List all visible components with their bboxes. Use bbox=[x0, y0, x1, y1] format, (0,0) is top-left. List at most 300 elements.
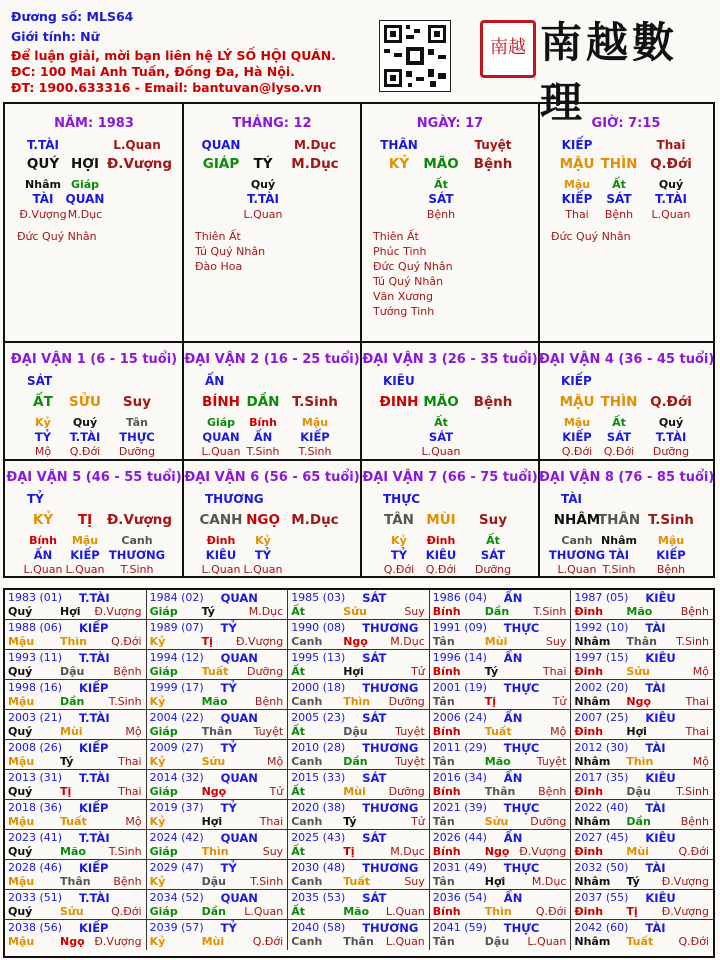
year-branch: Thân bbox=[201, 725, 233, 738]
year-stage: Đ.Vượng bbox=[94, 605, 142, 618]
pillar-title: NĂM: 1983 bbox=[54, 116, 134, 131]
year-branch: Ngọ bbox=[201, 785, 227, 798]
year-god: THƯƠNG bbox=[362, 741, 419, 755]
dai-van-hidden: Mậu bbox=[657, 534, 685, 547]
pillar-top: Thai bbox=[656, 138, 686, 152]
dai-van-stage: Q.Đới bbox=[383, 563, 415, 576]
dai-van-hidden: Kỷ bbox=[255, 534, 271, 547]
year-branch: Thìn bbox=[60, 635, 87, 648]
dai-van-title: ĐẠI VẬN 2 (16 - 25 tuổi) bbox=[184, 352, 360, 367]
year-branch: Tý bbox=[484, 665, 499, 678]
year-stem: Bính bbox=[432, 725, 461, 738]
year-cell bbox=[5, 800, 147, 830]
year-god: THỰC bbox=[503, 801, 540, 815]
dai-van-hidden: Canh bbox=[121, 534, 153, 547]
annual-luck-table bbox=[3, 588, 715, 958]
year-label: 2025 (43) bbox=[291, 831, 346, 844]
year-label: 2029 (47) bbox=[149, 861, 204, 874]
dai-van-main: MÙI bbox=[426, 512, 456, 528]
year-stage: M.Dục bbox=[390, 845, 425, 858]
pillar-main: TÝ bbox=[253, 156, 273, 172]
year-god: KIẾP bbox=[79, 861, 109, 875]
year-cell bbox=[430, 860, 572, 890]
year-god: QUAN bbox=[220, 891, 258, 905]
special-star: Văn Xương bbox=[373, 290, 433, 303]
year-stem: Bính bbox=[432, 665, 461, 678]
year-cell bbox=[5, 860, 147, 890]
address: ĐC: 100 Mai Anh Tuấn, Đống Đa, Hà Nội. bbox=[11, 64, 295, 79]
year-god: QUAN bbox=[220, 771, 258, 785]
year-label: 1997 (15) bbox=[574, 651, 629, 664]
year-stem: Ất bbox=[291, 785, 305, 798]
year-stage: Thai bbox=[685, 725, 709, 738]
year-cell bbox=[571, 650, 713, 680]
year-stem: Mậu bbox=[8, 935, 35, 948]
pillar-grid bbox=[3, 102, 715, 578]
pillar-hidden: Quý bbox=[250, 178, 276, 191]
year-label: 2034 (52) bbox=[149, 891, 204, 904]
pillar-hstage: Thai bbox=[565, 208, 589, 221]
year-label: 2021 (39) bbox=[432, 801, 487, 814]
year-stage: L.Quan bbox=[385, 935, 425, 948]
pillar-main: HỢI bbox=[70, 156, 100, 172]
year-god: TỶ bbox=[220, 921, 237, 935]
dai-van-hidden: Mậu bbox=[563, 416, 591, 429]
year-branch: Dậu bbox=[60, 665, 85, 678]
year-god: QUAN bbox=[220, 591, 258, 605]
dai-van-cell bbox=[539, 460, 713, 578]
pillar-hstage: M.Dục bbox=[67, 208, 103, 221]
year-branch: Hợi bbox=[626, 725, 647, 738]
pillar-top: QUAN bbox=[201, 138, 241, 152]
year-god: SÁT bbox=[362, 711, 387, 725]
year-stage: M.Dục bbox=[248, 605, 284, 618]
year-branch: Tý bbox=[343, 815, 357, 828]
year-stem: Giáp bbox=[149, 845, 178, 858]
year-label: 1983 (01) bbox=[8, 591, 63, 604]
pillar-top: KIẾP bbox=[561, 138, 593, 152]
year-branch: Hợi bbox=[201, 815, 223, 828]
year-branch: Thìn bbox=[201, 845, 229, 858]
pillar-main: Bệnh bbox=[473, 156, 513, 172]
year-stage: Suy bbox=[404, 875, 425, 888]
dai-van-hidden-god: T.TÀI bbox=[655, 430, 687, 444]
year-stage: Thai bbox=[118, 785, 142, 798]
dai-van-main: NGỌ bbox=[246, 512, 280, 528]
year-stage: Dưỡng bbox=[388, 695, 425, 708]
year-branch: Thìn bbox=[343, 695, 371, 708]
year-stage: Mộ bbox=[692, 665, 709, 678]
dai-van-hidden-god: THƯƠNG bbox=[108, 548, 166, 562]
dai-van-stage: T.Sinh bbox=[246, 445, 280, 458]
year-label: 1986 (04) bbox=[432, 591, 487, 604]
year-cell bbox=[571, 920, 713, 950]
dai-van-stage: L.Quan bbox=[23, 563, 63, 576]
year-branch: Dần bbox=[626, 815, 651, 828]
year-cell bbox=[288, 770, 430, 800]
year-stem: Quý bbox=[8, 665, 33, 678]
year-cell bbox=[288, 890, 430, 920]
year-branch: Mão bbox=[484, 755, 511, 768]
year-stem: Bính bbox=[432, 905, 461, 918]
year-label: 2017 (35) bbox=[574, 771, 629, 784]
year-stage: M.Dục bbox=[531, 875, 567, 888]
dai-van-main: TÂN bbox=[384, 512, 414, 528]
year-branch: Thân bbox=[626, 635, 657, 648]
year-god: ẤN bbox=[503, 711, 523, 725]
year-label: 2005 (23) bbox=[291, 711, 346, 724]
year-label: 2039 (57) bbox=[149, 921, 204, 934]
year-label: 2003 (21) bbox=[8, 711, 63, 724]
calligraphy-logo: 南越數理 bbox=[540, 18, 679, 127]
dai-van-hidden-god: QUAN bbox=[202, 430, 240, 444]
year-cell bbox=[5, 770, 147, 800]
year-label: 2030 (48) bbox=[291, 861, 346, 874]
dai-van-hidden: Ất bbox=[612, 416, 626, 429]
year-stem: Giáp bbox=[149, 665, 178, 678]
year-branch: Sửu bbox=[484, 815, 509, 828]
year-stem: Giáp bbox=[149, 605, 178, 618]
year-label: 2018 (36) bbox=[8, 801, 63, 814]
year-label: 2012 (30) bbox=[574, 741, 629, 754]
year-branch: Thân bbox=[484, 785, 516, 798]
year-branch: Ngọ bbox=[60, 935, 85, 948]
year-stem: Canh bbox=[291, 815, 323, 828]
dai-van-title: ĐẠI VẬN 3 (26 - 35 tuổi) bbox=[362, 352, 538, 367]
dai-van-god: THỰC bbox=[383, 492, 421, 506]
pillar-cell bbox=[361, 104, 539, 342]
year-branch: Mão bbox=[60, 845, 86, 858]
dai-van-cell bbox=[183, 342, 361, 460]
pillar-cell bbox=[539, 104, 713, 342]
year-stem: Kỷ bbox=[149, 815, 166, 828]
year-stage: Bệnh bbox=[680, 605, 709, 618]
year-cell bbox=[147, 740, 289, 770]
year-label: 2001 (19) bbox=[432, 681, 487, 694]
year-stage: Bệnh bbox=[113, 875, 142, 888]
year-stem: Ất bbox=[291, 665, 305, 678]
client-code: Đương số: MLS64 bbox=[11, 9, 134, 24]
year-branch: Mão bbox=[343, 905, 370, 918]
year-god: THỰC bbox=[503, 621, 540, 635]
year-branch: Mùi bbox=[343, 785, 366, 798]
year-label: 2038 (56) bbox=[8, 921, 63, 934]
year-god: T.TÀI bbox=[79, 711, 110, 725]
dai-van-hidden-god: KIÊU bbox=[425, 548, 457, 562]
dai-van-title: ĐẠI VẬN 6 (56 - 65 tuổi) bbox=[184, 470, 360, 485]
year-stem: Nhâm bbox=[574, 695, 611, 708]
year-branch: Tị bbox=[484, 695, 497, 708]
year-label: 1991 (09) bbox=[432, 621, 487, 634]
year-label: 2023 (41) bbox=[8, 831, 63, 844]
pillar-main: Đ.Vượng bbox=[107, 156, 173, 172]
year-label: 1989 (07) bbox=[149, 621, 204, 634]
dai-van-stage: Dưỡng bbox=[474, 563, 512, 576]
pillar-hgod: T.TÀI bbox=[655, 192, 687, 206]
year-stem: Mậu bbox=[8, 815, 35, 828]
year-cell bbox=[147, 710, 289, 740]
pillar-title: GIỜ: 7:15 bbox=[591, 116, 661, 131]
year-stem: Kỷ bbox=[149, 695, 166, 708]
year-cell bbox=[288, 800, 430, 830]
year-stem: Quý bbox=[8, 605, 33, 618]
year-god: SÁT bbox=[362, 831, 387, 845]
year-cell bbox=[147, 890, 289, 920]
year-branch: Mùi bbox=[484, 635, 508, 648]
year-god: THỰC bbox=[503, 861, 540, 875]
year-cell bbox=[430, 800, 572, 830]
year-stem: Quý bbox=[8, 725, 33, 738]
phone-email: ĐT: 1900.633316 - Email: bantuvan@lyso.vn bbox=[11, 80, 322, 95]
year-label: 2041 (59) bbox=[432, 921, 487, 934]
year-label: 2016 (34) bbox=[432, 771, 487, 784]
year-label: 2026 (44) bbox=[432, 831, 487, 844]
pillar-cell bbox=[5, 104, 183, 342]
dai-van-stage: L.Quan bbox=[65, 563, 105, 576]
pillar-hstage: Đ.Vượng bbox=[19, 208, 67, 221]
year-cell bbox=[430, 710, 572, 740]
year-branch: Sửu bbox=[60, 905, 84, 918]
dai-van-stage: T.Sinh bbox=[298, 445, 332, 458]
year-stem: Tân bbox=[432, 815, 455, 828]
year-stage: T.Sinh bbox=[108, 695, 142, 708]
year-branch: Dậu bbox=[484, 935, 510, 948]
year-stem: Quý bbox=[8, 845, 33, 858]
dai-van-main: KỶ bbox=[32, 512, 54, 528]
year-branch: Hợi bbox=[343, 665, 364, 678]
dai-van-main: THÌN bbox=[600, 394, 638, 410]
year-stage: Q.Đới bbox=[678, 935, 709, 948]
year-branch: Tuất bbox=[343, 875, 370, 888]
dai-van-hidden: Đinh bbox=[206, 534, 236, 547]
dai-van-hidden-god: SÁT bbox=[480, 548, 506, 562]
year-stem: Đinh bbox=[574, 905, 604, 918]
year-branch: Ngọ bbox=[343, 635, 368, 648]
year-label: 2035 (53) bbox=[291, 891, 346, 904]
year-branch: Tý bbox=[626, 875, 640, 888]
year-stem: Nhâm bbox=[574, 875, 611, 888]
year-god: KIẾP bbox=[79, 741, 109, 755]
year-stage: Q.Đới bbox=[252, 935, 284, 948]
year-god: QUAN bbox=[220, 831, 258, 845]
dai-van-hidden: Quý bbox=[72, 416, 98, 429]
year-god: ẤN bbox=[503, 771, 523, 785]
year-god: KIÊU bbox=[645, 711, 676, 725]
year-stem: Giáp bbox=[149, 905, 178, 918]
year-cell bbox=[571, 770, 713, 800]
dai-van-god: TÀI bbox=[561, 492, 583, 506]
year-stage: Q.Đới bbox=[111, 635, 142, 648]
year-label: 2022 (40) bbox=[574, 801, 629, 814]
year-label: 2040 (58) bbox=[291, 921, 346, 934]
dai-van-hidden-god: ẤN bbox=[253, 430, 273, 444]
year-stage: Bệnh bbox=[113, 665, 142, 678]
dai-van-main: M.Dục bbox=[291, 512, 339, 528]
pillar-hgod: SÁT bbox=[606, 192, 632, 206]
dai-van-hidden-god: TỶ bbox=[390, 548, 408, 562]
year-god: THƯƠNG bbox=[362, 621, 419, 635]
dai-van-hidden: Ất bbox=[486, 534, 500, 547]
year-cell bbox=[430, 920, 572, 950]
dai-van-hidden-god: TỶ bbox=[254, 548, 272, 562]
year-stage: Suy bbox=[262, 845, 284, 858]
year-god: KIẾP bbox=[79, 681, 109, 695]
year-label: 2037 (55) bbox=[574, 891, 629, 904]
year-stem: Đinh bbox=[574, 785, 604, 798]
dai-van-hidden-god: TỶ bbox=[34, 430, 52, 444]
pillar-top: L.Quan bbox=[113, 138, 161, 152]
year-branch: Tị bbox=[201, 635, 213, 648]
year-cell bbox=[147, 590, 289, 620]
year-branch: Sửu bbox=[626, 665, 650, 678]
dai-van-cell bbox=[361, 460, 539, 578]
dai-van-stage: T.Sinh bbox=[120, 563, 154, 576]
year-stem: Nhâm bbox=[574, 815, 611, 828]
pillar-hgod: T.TÀI bbox=[247, 192, 279, 206]
year-cell bbox=[430, 650, 572, 680]
year-label: 2000 (18) bbox=[291, 681, 346, 694]
year-branch: Dậu bbox=[343, 725, 368, 738]
year-branch: Dần bbox=[484, 605, 510, 618]
year-branch: Tị bbox=[343, 845, 355, 858]
year-stem: Giáp bbox=[149, 725, 178, 738]
year-cell bbox=[430, 680, 572, 710]
year-stage: T.Sinh bbox=[108, 845, 142, 858]
year-branch: Thân bbox=[60, 875, 91, 888]
year-stem: Kỷ bbox=[149, 935, 166, 948]
special-star: Tú Quý Nhân bbox=[195, 245, 266, 258]
pillar-hgod: KIẾP bbox=[561, 192, 593, 206]
year-god: SÁT bbox=[362, 651, 387, 665]
pillar-hstage: Bệnh bbox=[426, 208, 456, 221]
dai-van-stage: Mộ bbox=[34, 445, 52, 458]
year-stage: Đ.Vượng bbox=[94, 935, 142, 948]
dai-van-hidden-god: SÁT bbox=[606, 430, 632, 444]
dai-van-stage: Q.Đới bbox=[603, 445, 635, 458]
year-branch: Dần bbox=[343, 755, 368, 768]
year-stage: Mộ bbox=[125, 725, 142, 738]
dai-van-god: SÁT bbox=[27, 374, 53, 388]
year-branch: Dậu bbox=[201, 875, 226, 888]
year-god: KIẾP bbox=[79, 921, 109, 935]
dai-van-main: BÍNH bbox=[202, 394, 240, 410]
year-stage: Đ.Vượng bbox=[661, 905, 709, 918]
special-star: Đức Quý Nhân bbox=[551, 230, 631, 243]
year-cell bbox=[571, 740, 713, 770]
year-label: 2032 (50) bbox=[574, 861, 629, 874]
dai-van-main: Bệnh bbox=[473, 394, 513, 410]
pillar-hidden: Nhâm bbox=[25, 178, 61, 191]
year-label: 1992 (10) bbox=[574, 621, 629, 634]
year-label: 2008 (26) bbox=[8, 741, 63, 754]
year-branch: Mùi bbox=[201, 935, 225, 948]
year-branch: Tý bbox=[201, 605, 215, 618]
year-stem: Tân bbox=[432, 875, 455, 888]
year-cell bbox=[147, 770, 289, 800]
year-cell bbox=[288, 710, 430, 740]
year-god: KIÊU bbox=[645, 831, 676, 845]
year-cell bbox=[288, 740, 430, 770]
special-star: Đức Quý Nhân bbox=[373, 260, 453, 273]
dai-van-hidden-god: THƯƠNG bbox=[548, 548, 606, 562]
year-cell bbox=[5, 920, 147, 950]
year-stage: Đ.Vượng bbox=[235, 635, 284, 648]
year-label: 2042 (60) bbox=[574, 921, 629, 934]
year-cell bbox=[571, 800, 713, 830]
qr-code-icon[interactable] bbox=[379, 20, 451, 92]
year-branch: Mão bbox=[201, 695, 228, 708]
dai-van-hidden-god: KIẾP bbox=[70, 548, 100, 562]
year-cell bbox=[147, 680, 289, 710]
special-star: Tướng Tinh bbox=[373, 305, 435, 318]
year-stem: Mậu bbox=[8, 875, 35, 888]
dai-van-stage: L.Quan bbox=[201, 445, 241, 458]
year-branch: Hợi bbox=[484, 875, 506, 888]
dai-van-god: KIẾP bbox=[561, 374, 592, 388]
pillar-hstage: L.Quan bbox=[243, 208, 283, 221]
dai-van-main: DẦN bbox=[246, 394, 280, 410]
year-branch: Dần bbox=[60, 695, 85, 708]
year-god: THỰC bbox=[503, 921, 540, 935]
year-stage: M.Dục bbox=[390, 635, 425, 648]
year-stem: Mậu bbox=[8, 695, 35, 708]
year-label: 1988 (06) bbox=[8, 621, 63, 634]
dai-van-cell bbox=[361, 342, 539, 460]
year-stage: Bệnh bbox=[538, 785, 567, 798]
year-label: 1984 (02) bbox=[149, 591, 204, 604]
year-god: TÀI bbox=[645, 801, 666, 815]
year-branch: Tuất bbox=[60, 815, 87, 828]
pillar-main: KỶ bbox=[388, 156, 410, 172]
pillar-hidden: Giáp bbox=[70, 178, 100, 191]
year-branch: Tị bbox=[60, 785, 72, 798]
year-cell bbox=[147, 860, 289, 890]
year-cell bbox=[5, 890, 147, 920]
dai-van-stage: Q.Đới bbox=[425, 563, 457, 576]
year-god: ẤN bbox=[503, 591, 523, 605]
year-label: 1987 (05) bbox=[574, 591, 629, 604]
dai-van-hidden-god: TÀI bbox=[608, 548, 630, 562]
year-cell bbox=[5, 590, 147, 620]
year-branch: Tuất bbox=[626, 935, 654, 948]
dai-van-main: T.Sinh bbox=[648, 512, 694, 528]
pillar-hidden: Mậu bbox=[563, 178, 591, 191]
dai-van-main: T.Sinh bbox=[292, 394, 338, 410]
year-god: T.TÀI bbox=[79, 891, 110, 905]
year-stem: Nhâm bbox=[574, 935, 611, 948]
year-cell bbox=[430, 620, 572, 650]
dai-van-title: ĐẠI VẬN 1 (6 - 15 tuổi) bbox=[10, 352, 178, 367]
special-star: Phúc Tinh bbox=[373, 245, 427, 258]
year-stage: Tuyệt bbox=[395, 755, 425, 768]
year-stem: Kỷ bbox=[149, 635, 166, 648]
year-stage: Bệnh bbox=[680, 815, 709, 828]
year-god: THƯƠNG bbox=[362, 921, 419, 935]
year-stage: L.Quan bbox=[527, 935, 567, 948]
year-stem: Canh bbox=[291, 935, 323, 948]
dai-van-title: ĐẠI VẬN 5 (46 - 55 tuổi) bbox=[6, 470, 182, 485]
year-god: TỶ bbox=[220, 681, 237, 695]
year-branch: Dần bbox=[201, 905, 226, 918]
year-cell bbox=[5, 650, 147, 680]
year-stage: Thai bbox=[542, 665, 567, 678]
dai-van-main: Suy bbox=[478, 512, 508, 528]
dai-van-hidden: Canh bbox=[561, 534, 593, 547]
year-stem: Mậu bbox=[8, 755, 35, 768]
pillar-cell bbox=[183, 104, 361, 342]
pillar-hstage: L.Quan bbox=[651, 208, 691, 221]
year-god: KIÊU bbox=[645, 771, 676, 785]
